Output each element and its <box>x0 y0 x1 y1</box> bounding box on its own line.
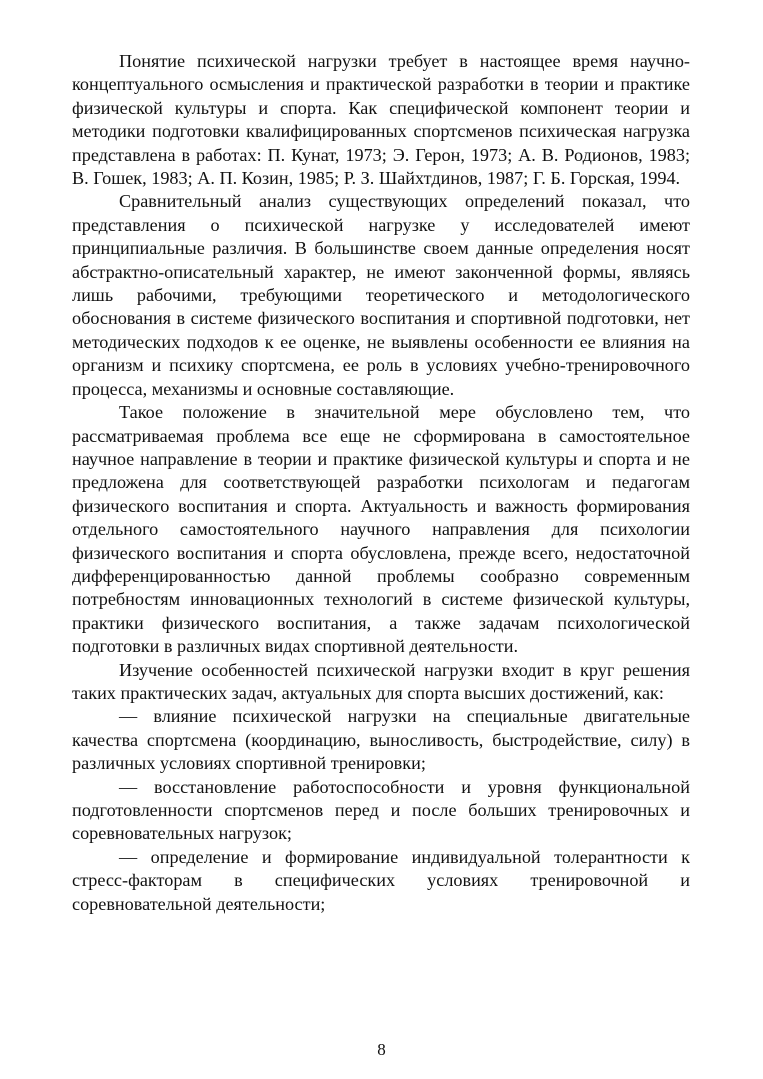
paragraph-comparative-analysis: Сравнительный анализ существующих определений показал, что представления о психической нагрузке у исследователей имеют принципиальные различия. В большинстве своем данные определения носят абстрактно-описательный характер, не имеют законченной формы, являясь лишь рабочими, требующими теоретического и методологического обоснования в системе физического воспитания и спортивной подготовки, нет методических подходов к ее оценке, не выявлены особенности ее влияния на организм и психику спортсмена, ее роль в условиях учебно-тренировочного процесса, механизмы и основные составляющие. <box>72 191 690 399</box>
page-body <box>72 50 690 916</box>
list-item-motor-qualities: — влияние психической нагрузки на специальные двигательные качества спортсмена (координацию, выносливость, быстродействие, силу) в различных условиях спортивной тренировки; <box>72 706 690 774</box>
list-item-tolerance: — определение и формирование индивидуальной толерантности к стресс-факторам в специфических условиях тренировочной и соревновательной деятельности; <box>72 846 690 914</box>
paragraph-intro: Понятие психической нагрузки требует в настоящее время научно-концептуального осмысления и практической разработки в теории и практике физической культуры и спорта. Как специфической компонент теории и методики подготовки квалифицированных спортсменов психическая нагрузка представлена в работах: П. Кунат, 1973; Э. Герон, 1973; А. В. Родионов, 1983; В. Гошек, 1983; А. П. Козин, 1985; Р. З. Шайхтдинов, 1987; Г. Б. Горская, 1994. <box>72 51 690 189</box>
page-number: 8 <box>377 1040 386 1059</box>
list-item-recovery: — восстановление работоспособности и уровня функциональной подготовленности спортсменов перед и после больших тренировочных и соревновательных нагрузок; <box>72 776 690 844</box>
paragraph-tasks-intro: Изучение особенностей психической нагрузки входит в круг решения таких практических задач, актуальных для спорта высших достижений, как: <box>72 659 690 703</box>
paragraph-situation: Такое положение в значительной мере обусловлено тем, что рассматриваемая проблема все еще не сформирована в самостоятельное научное направление в теории и практике физической культуры и спорта и не предложена для соответствующей разработки психологам и педагогам физического воспитания и спорта. Актуальность и важность формирования отдельного самостоятельного научного направления для психологии физического воспитания и спорта обусловлена, прежде всего, недостаточной дифференцированностью данной проблемы сообразно современным потребностям инновационных технологий в системе физической культуры, практики физического воспитания, а также задачам психологической подготовки в различных видах спортивной деятельности. <box>72 402 690 657</box>
